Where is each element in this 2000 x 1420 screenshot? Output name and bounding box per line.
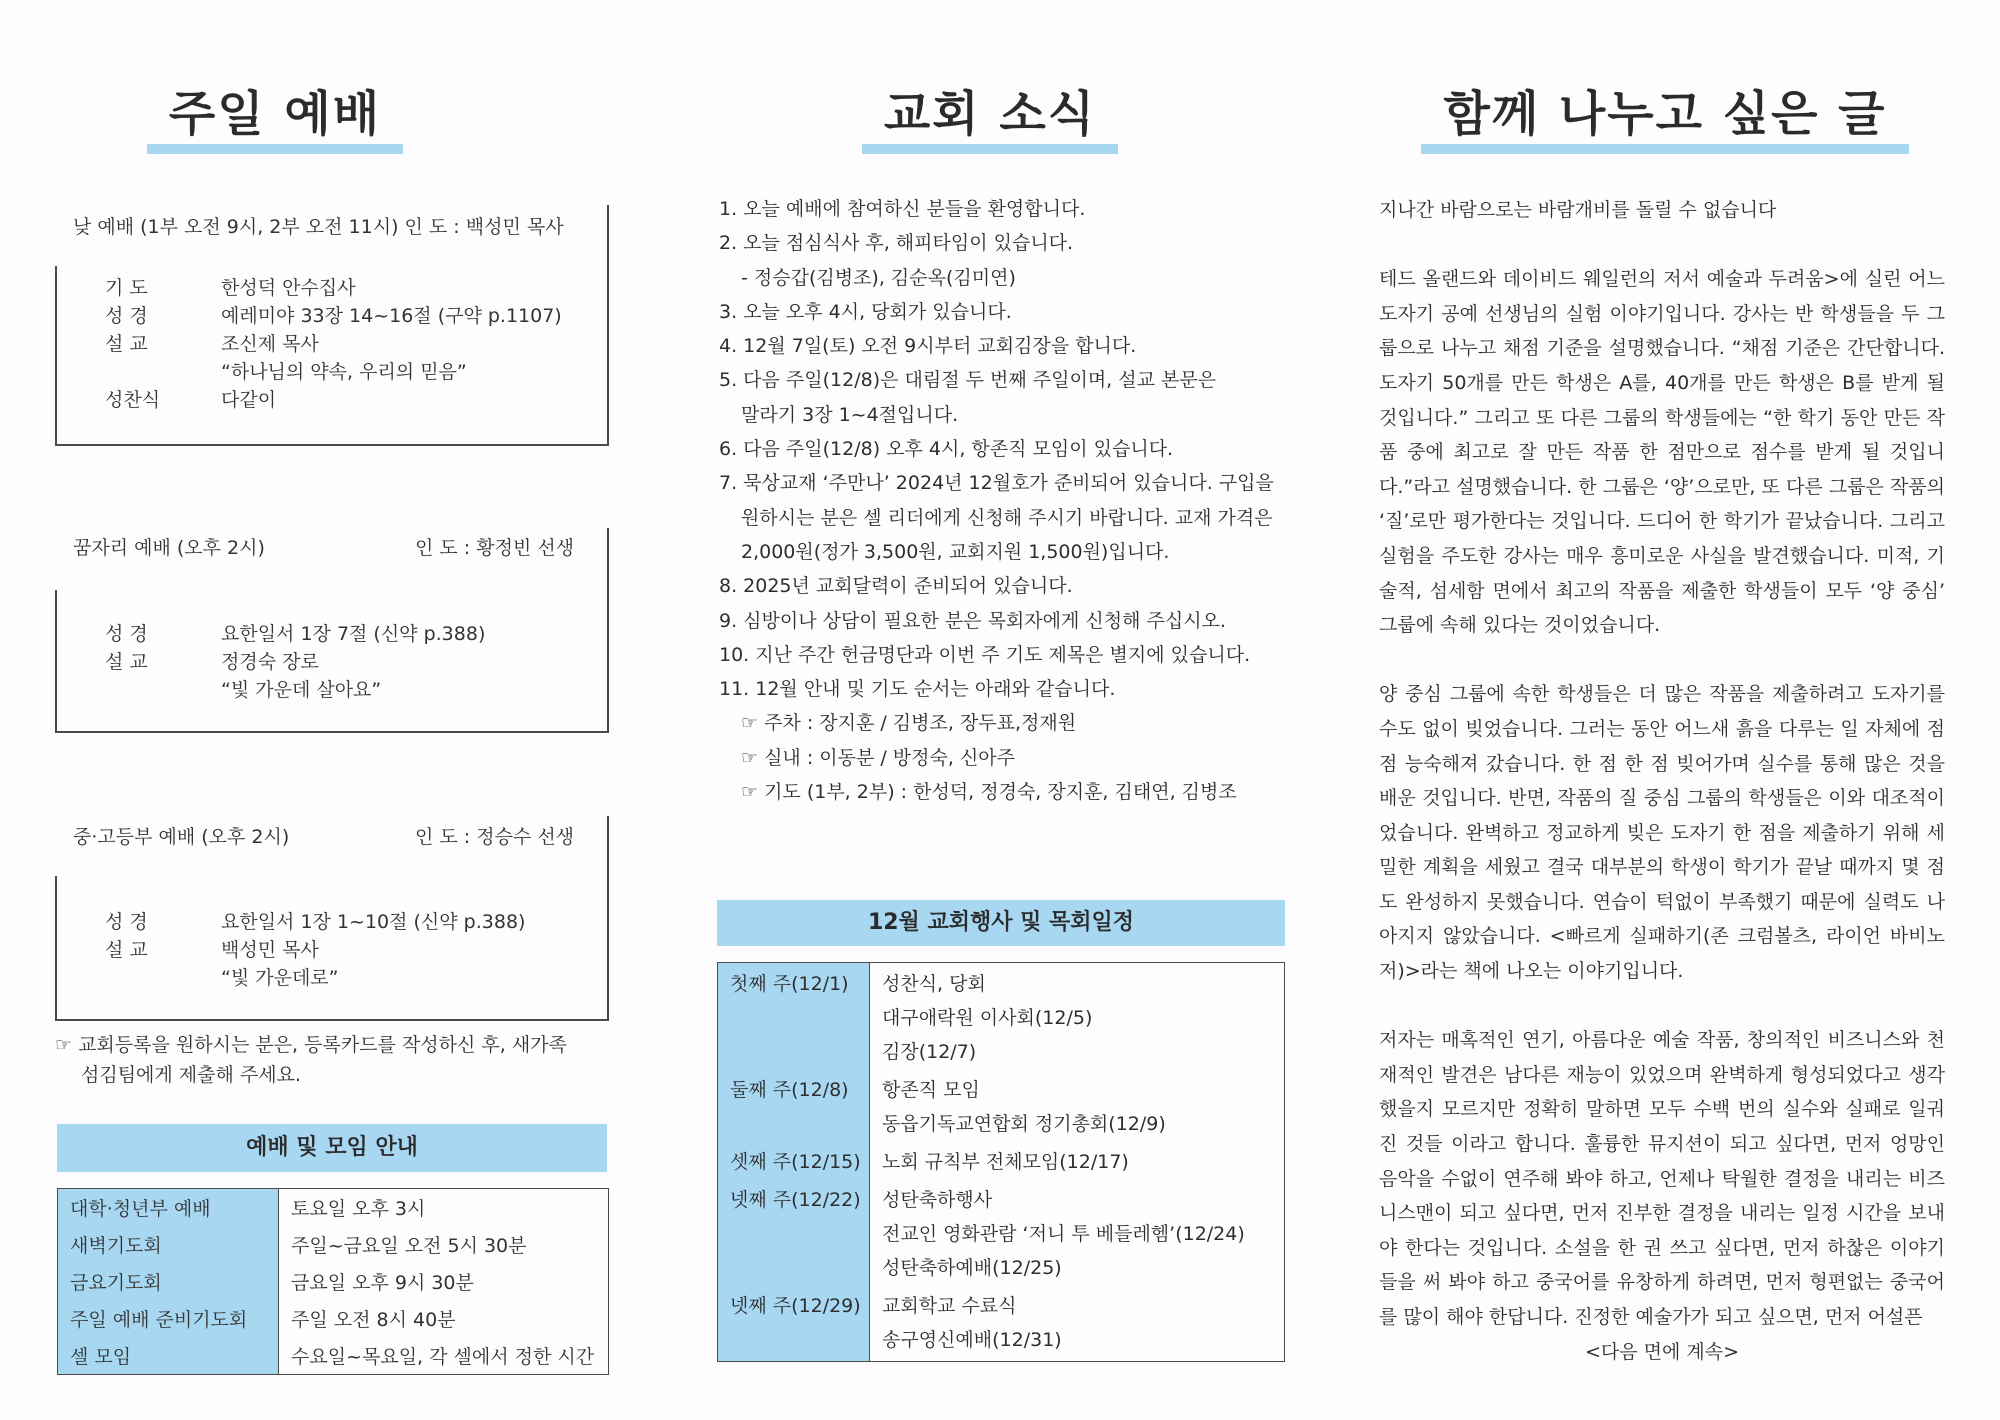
youth-row-sermon: 설 교 백성민 목사 xyxy=(105,939,319,961)
main-service-header: 낮 예배 (1부 오전 9시, 2부 오전 11시) 인 도 : 백성민 목사 xyxy=(73,216,564,238)
youth-service-leader: 인 도 : 정승수 선생 xyxy=(415,826,575,848)
table-row: 넷째 주(12/22) 성탄축하행사 전교인 영화관람 ‘저니 투 베들레헴’(12/24) 성탄축하예배(12/25) xyxy=(718,1179,1284,1285)
article-column xyxy=(1375,0,1955,1420)
article-paragraph: 양 중심 그룹에 속한 학생들은 더 많은 작품을 제출하려고 도자기를 수도 없이 빚었습니다. 그러는 동안 어느새 흙을 다루는 일 자체에 점점 능숙해져 갔습니다. 한 점 한 점 빚어가며 실수를 통해 많은 것을 배운 것입니다. 반면, 작품의 질 중심 그룹의 학생들은 이와 대조적이었습니다. 완벽하고 정교하게 빚은 도자기 한 점을 제출하기 위해 세밀한 계획을 세웠고 결국 대부분의 학생이 학기가 끝날 때까지 몇 점도 완성하지 못했습니다. 연습이 턱없이 부족했기 때문에 실력도 나아지지 않았습니다. <빠르게 실패하기(존 크럼볼츠, 라이언 바비노 저)>라는 책에 나오는 이야기입니다. xyxy=(1379,683,1945,983)
table-row: 둘째 주(12/8) 항존직 모임 동읍기독교연합회 정기총회(12/9) xyxy=(718,1069,1284,1141)
article-title: 함께 나누고 싶은 글 xyxy=(1421,82,1908,146)
list-item: - 정승갑(김병조), 김순옥(김미연) xyxy=(741,266,1016,289)
article-paragraph: 테드 올랜드와 데이비드 웨일런의 저서 예술과 두려움>에 실린 어느 도자기 공예 선생님의 실험 이야기입니다. 강사는 반 학생들을 두 그룹으로 나누고 채점 기준을 설명했습니다. “채점 기준은 간단합니다. 도자기 50개를 만든 학생은 A를, 40개를 만든 학생은 B를 받게 될 것입니다.” 그리고 또 다른 그룹의 학생들에는 “한 학기 동안 만든 작품 중에 최고로 잘 만든 작품 한 점만으로 점수를 받게 될 것입니다.”라고 설명했습니다. 한 그룹은 ‘양’으로만, 또 다른 그룹은 작품의 ‘질’로만 평가한다는 것입니다. 드디어 한 학기가 끝났습니다. 그리고 실험을 주도한 강사는 매우 흥미로운 사실을 발견했습니다. 미적, 기술적, 섬세함 면에서 최고의 작품을 제출한 학생들이 모두 ‘양 중심’ 그룹에 속해 있다는 것이었습니다. xyxy=(1379,268,1945,637)
news-column xyxy=(715,0,1295,1420)
main-row-sermon-title: “하나님의 약속, 우리의 믿음” xyxy=(221,361,467,383)
table-row: 셋째 주(12/15) 노회 규칙부 전체모임(12/17) xyxy=(718,1141,1284,1179)
kids-row-sermon: 설 교 정경숙 장로 xyxy=(105,651,319,673)
continued-note: <다음 면에 계속> xyxy=(1584,1340,1740,1363)
guide-table xyxy=(57,1188,609,1375)
worship-title: 주일 예배 xyxy=(147,82,403,146)
youth-row-sermon-title: “빛 가운데로” xyxy=(221,967,339,989)
kids-service-leader: 인 도 : 황정빈 선생 xyxy=(415,537,575,559)
table-row: 새벽기도회 주일~금요일 오전 5시 30분 xyxy=(58,1226,609,1263)
table-row: 첫째 주(12/1) 성찬식, 당회 대구애락원 이사회(12/5) 김장(12/7) xyxy=(718,963,1284,1069)
schedule-title: 12월 교회행사 및 목회일정 xyxy=(717,900,1285,946)
table-row: 주일 예배 준비기도회 주일 오전 8시 40분 xyxy=(58,1300,609,1337)
kids-row-scripture: 성 경 요한일서 1장 7절 (신약 p.388) xyxy=(105,623,486,645)
news-title: 교회 소식 xyxy=(862,82,1118,146)
article-paragraph: 저자는 매혹적인 연기, 아름다운 예술 작품, 창의적인 비즈니스와 천재적인 발견은 남다른 재능이 있었으며 완벽하게 형성되었다고 생각했을지 모르지만 정확히 말하면 모두 수백 번의 실수와 실패로 일궈진 것들 이라고 합니다. 훌륭한 뮤지션이 되고 싶다면, 먼저 엉망인 음악을 수없이 연주해 봐야 하고, 언제나 탁월한 결정을 내리는 비즈니스맨이 되고 싶다면, 먼저 진부한 결정을 내리는 일정 시간을 보내야 한다는 것입니다. 소설을 한 권 쓰고 싶다면, 먼저 하찮은 이야기들을 써 봐야 하고 중국어를 유창하게 하려면, 먼저 형편없는 중국어를 많이 해야 한답니다. 진정한 예술가가 되고 싶으면, 먼저 어설픈 xyxy=(1379,1029,1945,1328)
list-item: 10. 지난 주간 헌금명단과 이번 주 기도 제목은 별지에 있습니다. xyxy=(719,643,1251,666)
list-item: 원하시는 분은 셀 리더에게 신청해 주시기 바랍니다. 교재 가격은 xyxy=(741,506,1273,529)
table-row: 금요기도회 금요일 오후 9시 30분 xyxy=(58,1263,609,1300)
table-row: 대학·청년부 예배 토요일 오후 3시 xyxy=(58,1189,609,1227)
table-row: 넷째 주(12/29) 교회학교 수료식 송구영신예배(12/31) xyxy=(718,1285,1284,1361)
list-item: 7. 묵상교재 ‘주만나’ 2024년 12월호가 준비되어 있습니다. 구입을 xyxy=(719,472,1274,495)
list-item: 11. 12월 안내 및 기도 순서는 아래와 같습니다. xyxy=(719,678,1116,701)
list-item: 1. 오늘 예배에 참여하신 분들을 환영합니다. xyxy=(719,198,1086,220)
main-row-communion: 성찬식 다같이 xyxy=(105,389,277,411)
table-row: 셀 모임 수요일~목요일, 각 셀에서 정한 시간 xyxy=(58,1337,609,1375)
list-item: 8. 2025년 교회달력이 준비되어 있습니다. xyxy=(719,575,1073,598)
list-item: 4. 12월 7일(토) 오전 9시부터 교회김장을 합니다. xyxy=(719,335,1137,358)
article-body xyxy=(1379,193,1945,1369)
kids-row-sermon-title: “빛 가운데 살아요” xyxy=(221,679,382,701)
main-row-prayer: 기 도 한성덕 안수집사 xyxy=(105,277,356,299)
main-row-sermon: 설 교 조신제 목사 xyxy=(105,333,319,355)
worship-column xyxy=(55,0,615,1420)
guide-title: 예배 및 모임 안내 xyxy=(57,1124,607,1172)
list-item: ☞ 기도 (1부, 2부) : 한성덕, 정경숙, 장지훈, 김태연, 김병조 xyxy=(741,781,1237,804)
list-item: ☞ 주차 : 장지훈 / 김병조, 장두표,정재원 xyxy=(741,712,1077,735)
list-item: 2,000원(정가 3,500원, 교회지원 1,500원)입니다. xyxy=(741,540,1170,563)
article-heading: 지나간 바람으로는 바람개비를 돌릴 수 없습니다 xyxy=(1379,199,1777,221)
list-item: 3. 오늘 오후 4시, 당회가 있습니다. xyxy=(719,300,1012,323)
list-item: 말라기 3장 1~4절입니다. xyxy=(741,403,959,426)
list-item: ☞ 실내 : 이동분 / 방정숙, 신아주 xyxy=(741,746,1016,769)
schedule-table xyxy=(717,962,1285,1362)
list-item: 2. 오늘 점심식사 후, 해피타임이 있습니다. xyxy=(719,232,1074,255)
registration-note: ☞ 교회등록을 원하시는 분은, 등록카드를 작성하신 후, 새가족 섬김팀에게 제출해 주세요. xyxy=(55,1034,567,1086)
kids-service-header: 꿈자리 예배 (오후 2시) xyxy=(73,537,265,559)
news-list xyxy=(719,192,1299,809)
youth-service-header: 중·고등부 예배 (오후 2시) xyxy=(73,826,290,848)
list-item: 9. 심방이나 상담이 필요한 분은 목회자에게 신청해 주십시오. xyxy=(719,609,1226,632)
list-item: 6. 다음 주일(12/8) 오후 4시, 항존직 모임이 있습니다. xyxy=(719,438,1174,461)
list-item: 5. 다음 주일(12/8)은 대림절 두 번째 주일이며, 설교 본문은 xyxy=(719,369,1217,392)
youth-row-scripture: 성 경 요한일서 1장 1~10절 (신약 p.388) xyxy=(105,911,526,933)
main-row-scripture: 성 경 예레미야 33장 14~16절 (구약 p.1107) xyxy=(105,305,562,327)
